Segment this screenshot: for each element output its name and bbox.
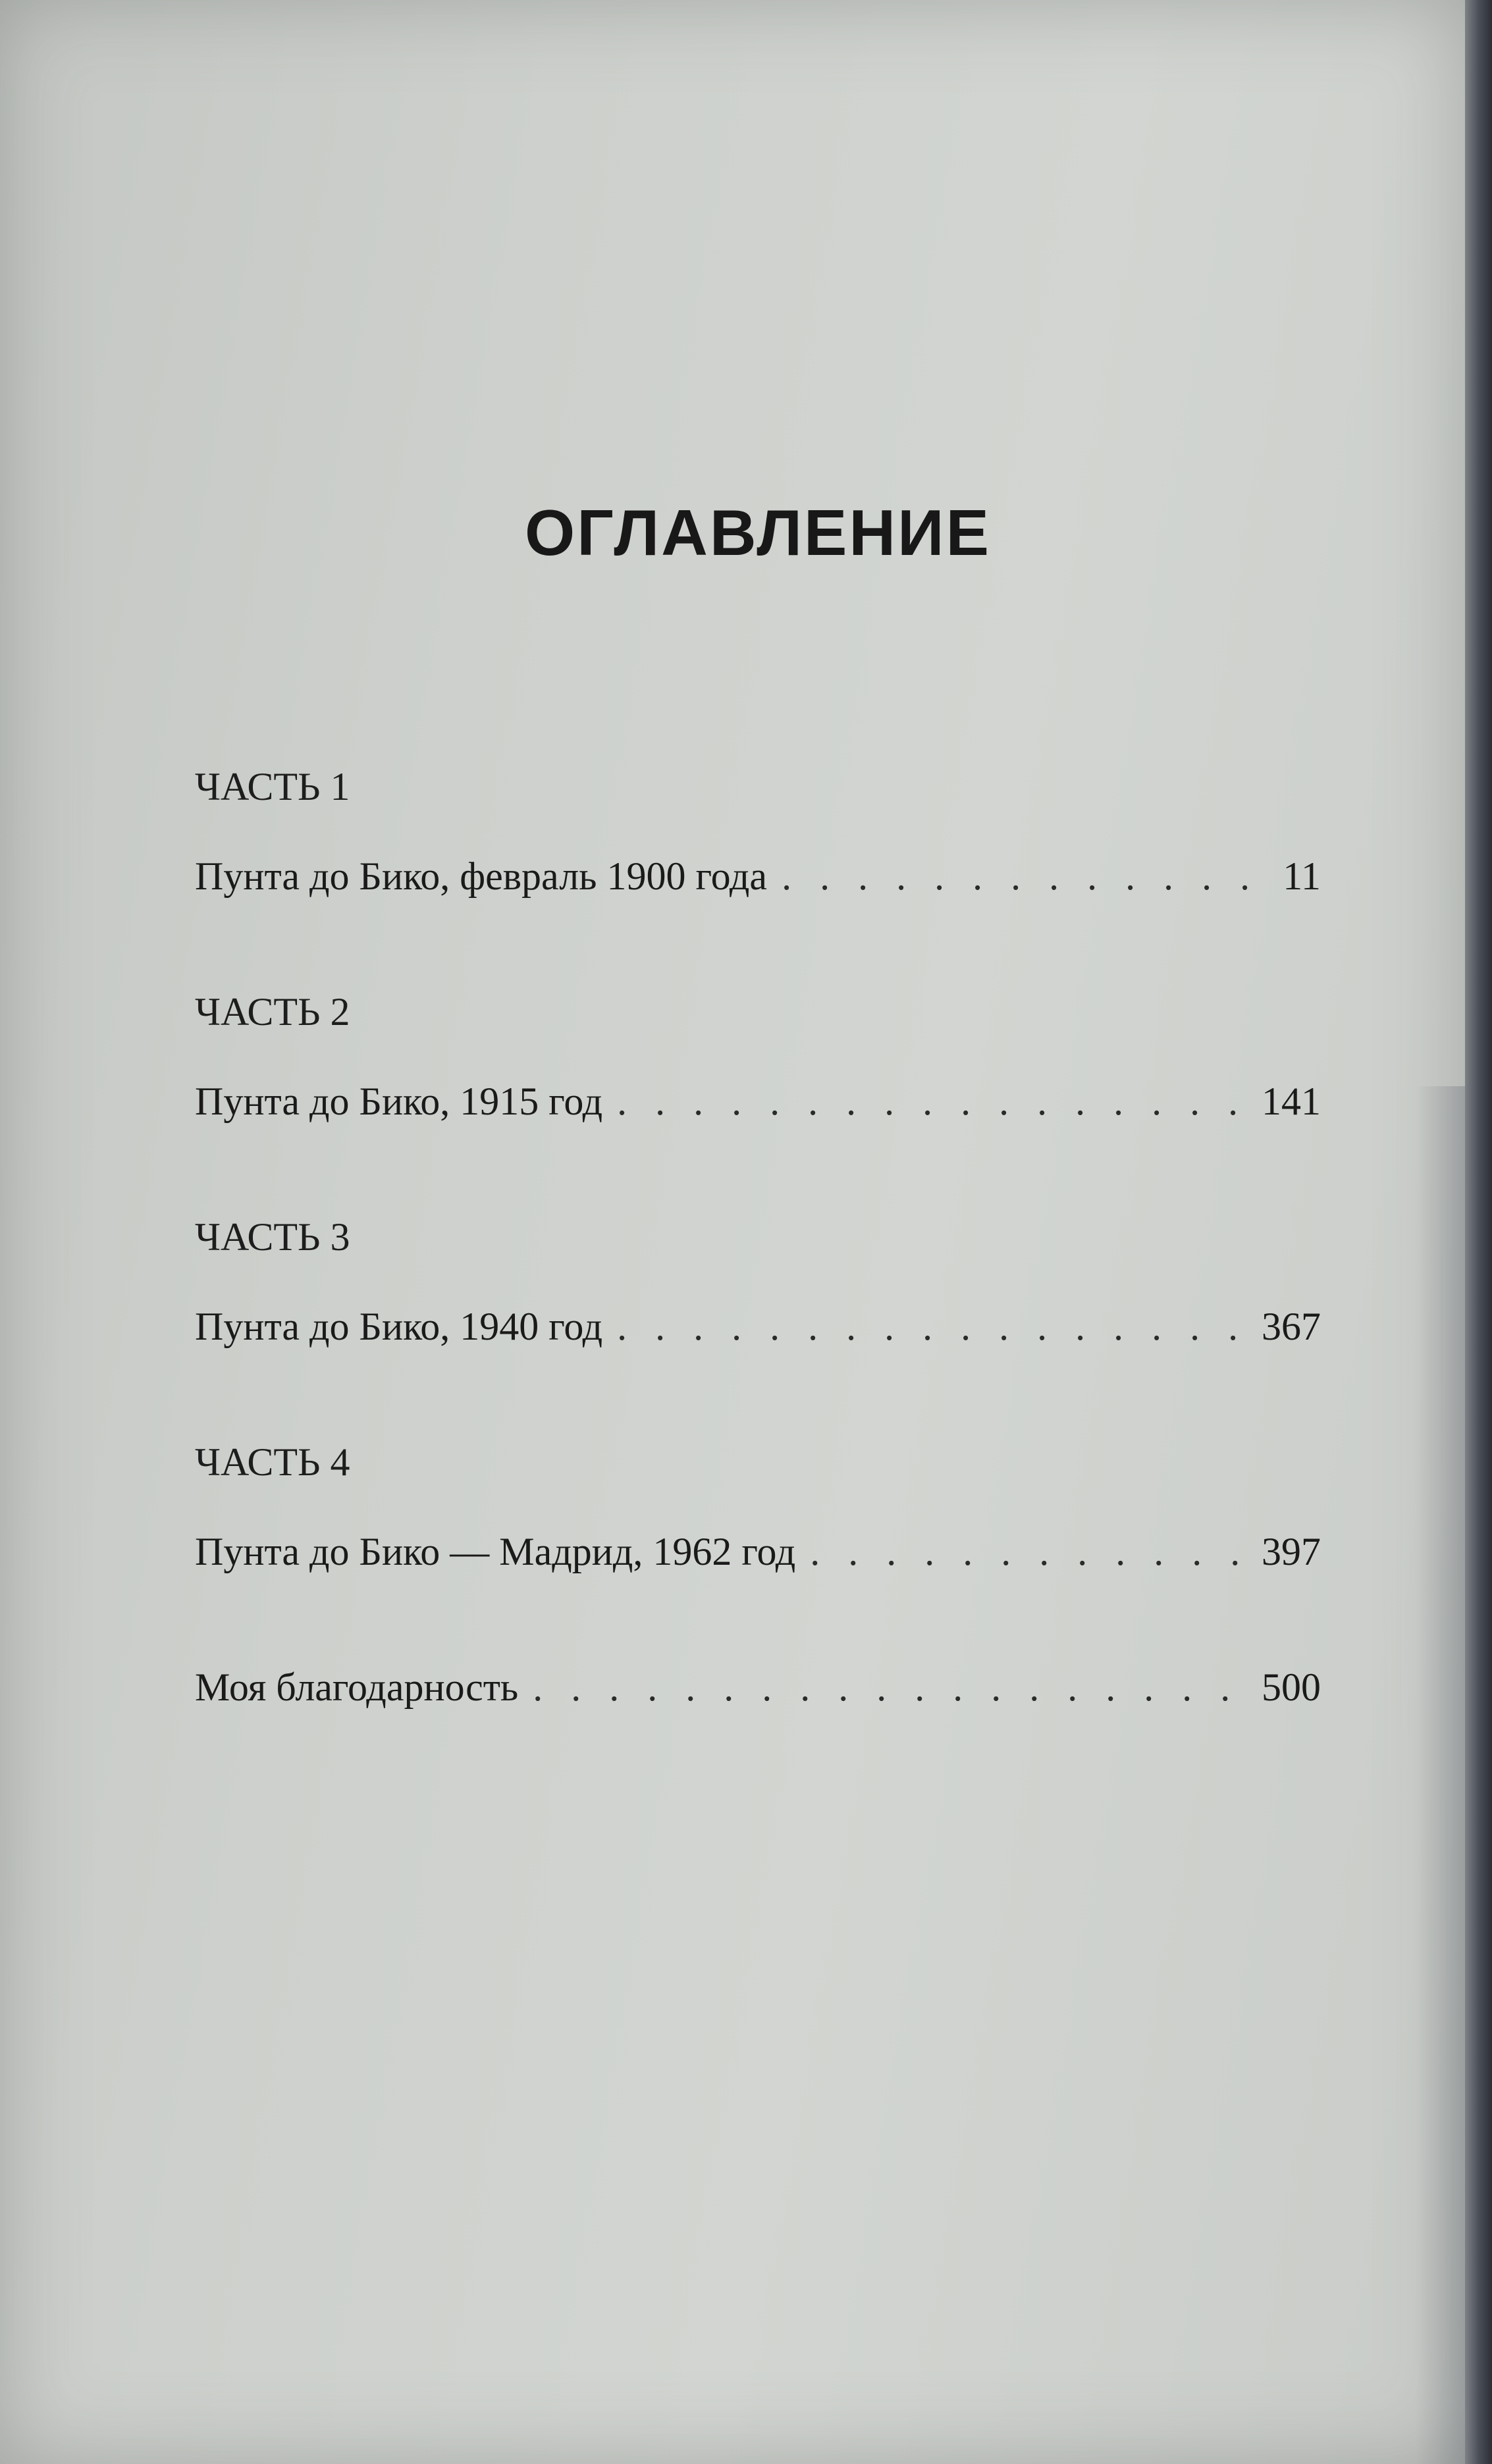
toc-entry — [195, 853, 1321, 899]
entry-title: Пунта до Бико, февраль 1900 года — [195, 854, 768, 898]
part-label: ЧАСТЬ 4 — [195, 1440, 350, 1484]
entry-title: Пунта до Бико — Мадрид, 1962 год — [195, 1530, 796, 1573]
dot-leader — [617, 1303, 1247, 1350]
entry-title: Пунта до Бико, 1940 год — [195, 1305, 603, 1348]
entry-page-number: 397 — [1262, 1530, 1321, 1573]
toc-list — [195, 764, 1321, 1800]
book-edge — [1465, 0, 1492, 2464]
dot-leader — [782, 853, 1268, 899]
dot-leader — [810, 1529, 1247, 1575]
entry-title: Моя благодарность — [195, 1665, 519, 1709]
toc-part-4 — [195, 1439, 1321, 1575]
dot-leader — [533, 1664, 1247, 1710]
toc-entry — [195, 1303, 1321, 1350]
entry-page-number: 141 — [1262, 1080, 1321, 1123]
dot-leader — [617, 1078, 1247, 1124]
toc-entry-acknowledgements — [195, 1664, 1321, 1710]
entry-page-number: 367 — [1262, 1305, 1321, 1348]
part-label: ЧАСТЬ 1 — [195, 765, 350, 808]
entry-page-number: 500 — [1262, 1665, 1321, 1709]
part-label: ЧАСТЬ 2 — [195, 990, 350, 1034]
toc-part-3 — [195, 1214, 1321, 1350]
toc-part-2 — [195, 989, 1321, 1124]
toc-entry — [195, 1078, 1321, 1124]
page-title: ОГЛАВЛЕНИЕ — [525, 496, 991, 569]
toc-part-1 — [195, 764, 1321, 899]
entry-title: Пунта до Бико, 1915 год — [195, 1080, 603, 1123]
part-label: ЧАСТЬ 3 — [195, 1215, 350, 1259]
page-shadow — [1416, 1086, 1465, 2464]
entry-page-number: 11 — [1283, 854, 1321, 898]
toc-entry — [195, 1529, 1321, 1575]
